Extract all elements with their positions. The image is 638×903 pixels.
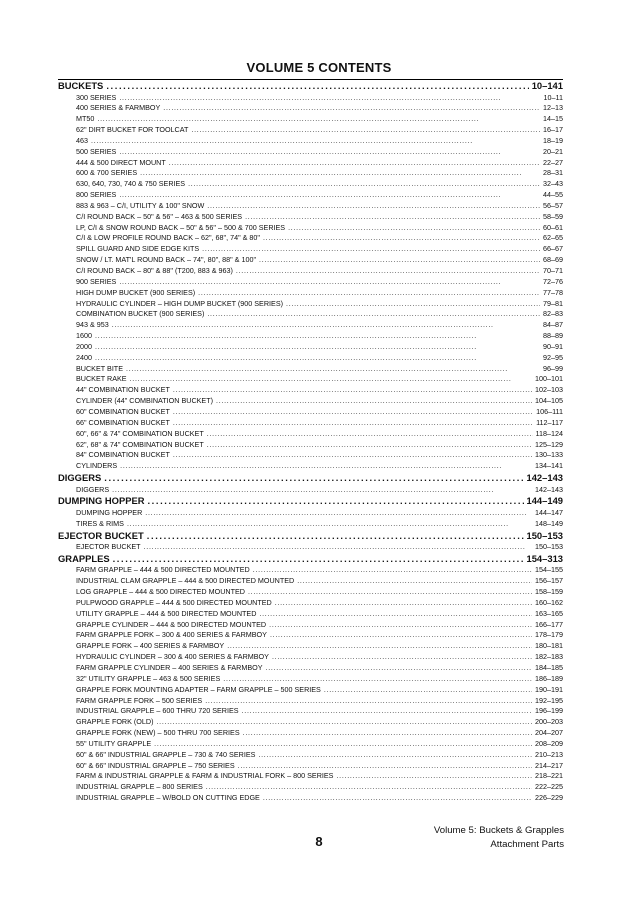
- dot-leader: [130, 374, 532, 385]
- entry-label: DUMPING HOPPER: [76, 507, 143, 517]
- entry-pages: 134–141: [535, 461, 563, 471]
- toc-entry: [58, 288, 563, 299]
- entry-pages: 160–162: [535, 597, 563, 607]
- toc-entry: [58, 674, 563, 685]
- dot-leader: [269, 620, 532, 631]
- entry-pages: 186–189: [535, 673, 563, 683]
- toc-entry: [58, 396, 563, 407]
- dot-leader: [258, 750, 532, 761]
- toc-entry: [58, 782, 563, 793]
- entry-label: FARM GRAPPLE FORK – 500 SERIES: [76, 695, 203, 705]
- entry-label: 60", 66" & 74" COMBINATION BUCKET: [76, 428, 204, 438]
- toc-entry: [58, 407, 563, 418]
- toc-entry: [58, 609, 563, 620]
- toc-entry: [58, 587, 563, 598]
- toc-entry: [58, 223, 563, 234]
- dot-leader: [144, 542, 532, 553]
- dot-leader: [253, 565, 532, 576]
- entry-pages: 156–157: [535, 576, 563, 586]
- entry-label: 630, 640, 730, 740 & 750 SERIES: [76, 179, 186, 189]
- entry-pages: 208–209: [535, 738, 563, 748]
- entry-label: 2000: [76, 341, 92, 351]
- entry-label: PULPWOOD GRAPPLE – 444 & 500 DIRECTED MOUNTED: [76, 597, 272, 607]
- entry-label: 1600: [76, 331, 92, 341]
- entry-label: 300 SERIES: [76, 92, 117, 102]
- footer-volume-title: Volume 5: Buckets & Grapples: [433, 825, 564, 836]
- entry-label: 800 SERIES: [76, 190, 117, 200]
- entry-pages: 60–61: [543, 222, 563, 232]
- toc-entry: [58, 136, 563, 147]
- entry-pages: 154–155: [535, 565, 563, 575]
- dot-leader: [106, 80, 528, 93]
- toc-entry: [58, 598, 563, 609]
- dot-leader: [286, 299, 540, 310]
- entry-pages: 20–21: [543, 146, 563, 156]
- dot-leader: [248, 587, 532, 598]
- entry-pages: 190–191: [535, 684, 563, 694]
- entry-label: 883 & 963 – C/I, UTILITY & 100" SNOW: [76, 200, 205, 210]
- entry-label: MT50: [76, 114, 95, 124]
- entry-label: 400 SERIES & FARMBOY: [76, 103, 161, 113]
- dot-leader: [95, 331, 540, 342]
- entry-pages: 72–76: [543, 276, 563, 286]
- entry-pages: 68–69: [543, 255, 563, 265]
- entry-label: CYLINDERS: [76, 461, 118, 471]
- entry-label: SNOW / LT. MAT'L ROUND BACK – 74", 80", 88" & 100": [76, 255, 257, 265]
- toc-entry: [58, 461, 563, 472]
- toc-entry: [58, 103, 563, 114]
- entry-pages: 130–133: [535, 450, 563, 460]
- toc-entry: [58, 576, 563, 587]
- entry-pages: 22–27: [543, 157, 563, 167]
- entry-pages: 200–203: [535, 717, 563, 727]
- dot-leader: [145, 508, 532, 519]
- toc-entry: [58, 364, 563, 375]
- entry-label: 2400: [76, 352, 92, 362]
- dot-leader: [173, 407, 533, 418]
- toc-entry: [58, 652, 563, 663]
- toc-entry: [58, 374, 563, 385]
- dot-leader: [324, 685, 532, 696]
- entry-label: BUCKET RAKE: [76, 374, 127, 384]
- entry-pages: 100–101: [535, 374, 563, 384]
- dot-leader: [169, 158, 540, 169]
- dot-leader: [336, 771, 532, 782]
- toc-entry: [58, 385, 563, 396]
- entry-pages: 144–147: [535, 507, 563, 517]
- entry-pages: 158–159: [535, 587, 563, 597]
- entry-label: INDUSTRIAL GRAPPLE – 600 THRU 720 SERIES: [76, 706, 239, 716]
- entry-label: FARM GRAPPLE FORK – 300 & 400 SERIES & FARMBOY: [76, 630, 267, 640]
- dot-leader: [119, 93, 540, 104]
- toc-entry: [58, 519, 563, 530]
- dot-leader: [126, 364, 540, 375]
- entry-label: GRAPPLE FORK MOUNTING ADAPTER – FARM GRAPPLE – 500 SERIES: [76, 684, 321, 694]
- entry-label: INDUSTRIAL CLAM GRAPPLE – 444 & 500 DIRECTED MOUNTED: [76, 576, 295, 586]
- entry-label: C/I & LOW PROFILE ROUND BACK – 62", 68", 74" & 80": [76, 233, 260, 243]
- entry-pages: 214–217: [535, 760, 563, 770]
- entry-label: 60" COMBINATION BUCKET: [76, 406, 170, 416]
- section-heading: [58, 495, 563, 508]
- entry-label: FARM GRAPPLE – 444 & 500 DIRECTED MOUNTED: [76, 565, 250, 575]
- section-heading: [58, 79, 563, 93]
- dot-leader: [163, 103, 540, 114]
- dot-leader: [119, 190, 540, 201]
- entry-label: INDUSTRIAL GRAPPLE – W/BOLD ON CUTTING EDGE: [76, 793, 260, 803]
- entry-pages: 84–87: [543, 320, 563, 330]
- entry-pages: 14–15: [543, 114, 563, 124]
- dot-leader: [207, 429, 533, 440]
- dot-leader: [154, 739, 532, 750]
- entry-pages: 118–124: [535, 428, 563, 438]
- entry-pages: 66–67: [543, 244, 563, 254]
- entry-pages: 112–117: [536, 417, 563, 427]
- entry-pages: 79–81: [543, 298, 563, 308]
- entry-label: C/I ROUND BACK – 80" & 88" (T200, 883 & 963): [76, 266, 233, 275]
- dot-leader: [113, 553, 524, 566]
- entry-pages: 56–57: [543, 200, 563, 210]
- dot-leader: [238, 761, 532, 772]
- entry-pages: 32–43: [543, 179, 563, 189]
- toc-entry: [58, 717, 563, 728]
- entry-pages: 96–99: [543, 363, 563, 373]
- entry-label: BUCKET BITE: [76, 363, 123, 373]
- section-heading: [58, 530, 563, 543]
- entry-label: EJECTOR BUCKET: [76, 542, 141, 552]
- entry-label: 44" COMBINATION BUCKET: [76, 385, 170, 395]
- toc-entry: [58, 179, 563, 190]
- toc-entry: [58, 485, 563, 496]
- toc-entry: [58, 168, 563, 179]
- toc-entry: [58, 212, 563, 223]
- dot-leader: [207, 440, 532, 451]
- dot-leader: [263, 793, 532, 804]
- entry-pages: 142–143: [535, 484, 563, 494]
- toc-entry: [58, 158, 563, 169]
- toc-entry: [58, 114, 563, 125]
- dot-leader: [259, 609, 532, 620]
- dot-leader: [147, 530, 524, 543]
- toc-entry: [58, 450, 563, 461]
- section-title: DUMPING HOPPER: [58, 495, 145, 507]
- section-pages: 144–149: [526, 495, 563, 507]
- section-heading: [58, 472, 563, 485]
- dot-leader: [119, 277, 540, 288]
- entry-label: LOG GRAPPLE – 444 & 500 DIRECTED MOUNTED: [76, 587, 245, 597]
- dot-leader: [140, 168, 540, 179]
- dot-leader: [207, 201, 540, 212]
- entry-pages: 70–71: [543, 266, 563, 275]
- dot-leader: [266, 663, 532, 674]
- entry-label: 900 SERIES: [76, 276, 117, 286]
- dot-leader: [188, 179, 540, 190]
- entry-pages: 184–185: [535, 663, 563, 672]
- toc-entry: [58, 255, 563, 266]
- entry-pages: 226–229: [535, 793, 563, 803]
- entry-pages: 12–13: [543, 103, 563, 113]
- entry-label: CYLINDER (44" COMBINATION BUCKET): [76, 396, 214, 406]
- section-pages: 142–143: [526, 472, 563, 484]
- entry-pages: 180–181: [535, 641, 563, 651]
- entry-label: GRAPPLE FORK (NEW) – 500 THRU 700 SERIES: [76, 728, 240, 738]
- entry-label: 463: [76, 135, 88, 145]
- toc-entry: [58, 147, 563, 158]
- dot-leader: [223, 674, 532, 685]
- section-title: BUCKETS: [58, 80, 104, 91]
- entry-label: 62" DIRT BUCKET FOR TOOLCAT: [76, 125, 189, 135]
- entry-label: 60" & 66" INDUSTRIAL GRAPPLE – 730 & 740 SERIES: [76, 749, 256, 759]
- toc-entry: [58, 771, 563, 782]
- entry-label: C/I ROUND BACK – 50" & 56" – 463 & 500 SERIES: [76, 211, 243, 221]
- entry-pages: 104–105: [535, 396, 563, 406]
- dot-leader: [119, 147, 540, 158]
- dot-leader: [173, 385, 532, 396]
- entry-label: GRAPPLE FORK – 400 SERIES & FARMBOY: [76, 641, 225, 651]
- entry-label: 600 & 700 SERIES: [76, 168, 138, 178]
- table-of-contents: [58, 78, 563, 804]
- entry-pages: 102–103: [535, 385, 563, 395]
- entry-pages: 196–199: [535, 706, 563, 716]
- entry-pages: 150–153: [535, 542, 563, 552]
- toc-entry: [58, 277, 563, 288]
- dot-leader: [263, 233, 540, 244]
- dot-leader: [120, 461, 532, 472]
- dot-leader: [297, 576, 532, 587]
- toc-entry: [58, 233, 563, 244]
- toc-entry: [58, 542, 563, 553]
- dot-leader: [173, 450, 532, 461]
- entry-pages: 182–183: [535, 652, 563, 662]
- toc-entry: [58, 620, 563, 631]
- entry-label: GRAPPLE FORK (OLD): [76, 717, 154, 727]
- footer-subtitle: Attachment Parts: [490, 839, 564, 850]
- dot-leader: [288, 223, 540, 234]
- entry-label: DIGGERS: [76, 484, 110, 494]
- entry-label: TIRES & RIMS: [76, 518, 124, 528]
- dot-leader: [191, 125, 540, 136]
- toc-entry: [58, 418, 563, 429]
- entry-label: COMBINATION BUCKET (900 SERIES): [76, 309, 205, 319]
- entry-pages: 77–78: [543, 287, 563, 297]
- entry-label: 444 & 500 DIRECT MOUNT: [76, 157, 166, 167]
- toc-entry: [58, 353, 563, 364]
- entry-pages: 148–149: [535, 518, 563, 528]
- entry-pages: 92–95: [543, 352, 563, 362]
- entry-label: 55" UTILITY GRAPPLE: [76, 738, 152, 748]
- dot-leader: [202, 244, 540, 255]
- toc-entry: [58, 508, 563, 519]
- entry-pages: 166–177: [535, 619, 563, 629]
- dot-leader: [205, 696, 532, 707]
- toc-entry: [58, 706, 563, 717]
- dot-leader: [272, 652, 532, 663]
- entry-pages: 163–165: [535, 608, 563, 618]
- dot-leader: [216, 396, 532, 407]
- toc-entry: [58, 244, 563, 255]
- dot-leader: [91, 136, 540, 147]
- toc-entry: [58, 739, 563, 750]
- entry-label: HYDRAULIC CYLINDER – 300 & 400 SERIES & FARMBOY: [76, 652, 269, 662]
- entry-pages: 210–213: [535, 749, 563, 759]
- entry-label: LP, C/I & SNOW ROUND BACK – 50" & 56" – 500 & 700 SERIES: [76, 222, 286, 232]
- toc-entry: [58, 309, 563, 320]
- toc-entry: [58, 320, 563, 331]
- dot-leader: [207, 309, 540, 320]
- entry-label: INDUSTRIAL GRAPPLE – 800 SERIES: [76, 782, 203, 792]
- dot-leader: [245, 212, 540, 223]
- toc-entry: [58, 641, 563, 652]
- entry-pages: 125–129: [535, 439, 563, 449]
- toc-entry: [58, 342, 563, 353]
- entry-pages: 204–207: [535, 728, 563, 738]
- dot-leader: [243, 728, 532, 739]
- entry-pages: 82–83: [543, 309, 563, 319]
- section-pages: 154–313: [526, 552, 563, 564]
- entry-pages: 222–225: [535, 782, 563, 792]
- entry-label: 84" COMBINATION BUCKET: [76, 450, 170, 460]
- dot-leader: [95, 342, 540, 353]
- toc-entry: [58, 630, 563, 641]
- dot-leader: [270, 630, 532, 641]
- entry-label: HYDRAULIC CYLINDER – HIGH DUMP BUCKET (900 SERIES): [76, 298, 284, 308]
- entry-label: FARM & INDUSTRIAL GRAPPLE & FARM & INDUSTRIAL FORK – 800 SERIES: [76, 771, 334, 781]
- entry-pages: 58–59: [543, 211, 563, 221]
- entry-pages: 106–111: [536, 406, 563, 416]
- dot-leader: [112, 320, 540, 331]
- dot-leader: [206, 782, 532, 793]
- toc-entry: [58, 440, 563, 451]
- page-number: 8: [315, 834, 323, 849]
- entry-label: SPILL GUARD AND SIDE EDGE KITS: [76, 244, 200, 254]
- entry-pages: 10–11: [543, 92, 563, 102]
- toc-entry: [58, 201, 563, 212]
- entry-pages: 192–195: [535, 695, 563, 705]
- dot-leader: [275, 598, 532, 609]
- entry-pages: 178–179: [535, 630, 563, 640]
- toc-entry: [58, 685, 563, 696]
- toc-entry: [58, 696, 563, 707]
- dot-leader: [198, 288, 540, 299]
- dot-leader: [156, 717, 532, 728]
- section-title: EJECTOR BUCKET: [58, 529, 144, 541]
- dot-leader: [242, 706, 532, 717]
- dot-leader: [97, 114, 540, 125]
- toc-entry: [58, 331, 563, 342]
- page-title: VOLUME 5 CONTENTS: [246, 60, 392, 75]
- toc-entry: [58, 299, 563, 310]
- entry-pages: 90–91: [543, 341, 563, 351]
- toc-entry: [58, 266, 563, 277]
- toc-entry: [58, 429, 563, 440]
- toc-entry: [58, 93, 563, 104]
- entry-label: GRAPPLE CYLINDER – 444 & 500 DIRECTED MOUNTED: [76, 619, 267, 629]
- entry-pages: 16–17: [543, 125, 563, 135]
- section-pages: 150–153: [526, 529, 563, 541]
- dot-leader: [147, 495, 523, 508]
- entry-label: 943 & 953: [76, 320, 109, 330]
- dot-leader: [104, 472, 523, 485]
- section-heading: [58, 553, 563, 566]
- entry-label: UTILITY GRAPPLE – 444 & 500 DIRECTED MOUNTED: [76, 608, 257, 618]
- dot-leader: [127, 519, 532, 530]
- dot-leader: [95, 353, 540, 364]
- entry-pages: 28–31: [543, 168, 563, 178]
- entry-pages: 218–221: [535, 771, 563, 781]
- entry-label: 500 SERIES: [76, 146, 117, 156]
- section-title: GRAPPLES: [58, 552, 110, 564]
- entry-label: FARM GRAPPLE CYLINDER – 400 SERIES & FARMBOY: [76, 663, 263, 672]
- toc-entry: [58, 750, 563, 761]
- toc-entry: [58, 663, 563, 674]
- toc-entry: [58, 190, 563, 201]
- entry-pages: 62–65: [543, 233, 563, 243]
- section-title: DIGGERS: [58, 472, 102, 484]
- entry-label: HIGH DUMP BUCKET (900 SERIES): [76, 287, 196, 297]
- entry-label: 66" COMBINATION BUCKET: [76, 417, 170, 427]
- dot-leader: [227, 641, 532, 652]
- section-pages: 10–141: [531, 80, 563, 91]
- toc-entry: [58, 793, 563, 804]
- dot-leader: [259, 255, 540, 266]
- dot-leader: [236, 266, 540, 277]
- entry-label: 60" & 66" INDUSTRIAL GRAPPLE – 750 SERIES: [76, 760, 235, 770]
- dot-leader: [173, 418, 533, 429]
- toc-entry: [58, 565, 563, 576]
- entry-label: 62", 68" & 74" COMBINATION BUCKET: [76, 439, 204, 449]
- toc-entry: [58, 728, 563, 739]
- entry-pages: 44–55: [543, 190, 563, 200]
- dot-leader: [112, 485, 532, 496]
- toc-entry: [58, 125, 563, 136]
- entry-label: 32" UTILITY GRAPPLE – 463 & 500 SERIES: [76, 673, 221, 683]
- toc-entry: [58, 761, 563, 772]
- entry-pages: 88–89: [543, 331, 563, 341]
- entry-pages: 18–19: [543, 135, 563, 145]
